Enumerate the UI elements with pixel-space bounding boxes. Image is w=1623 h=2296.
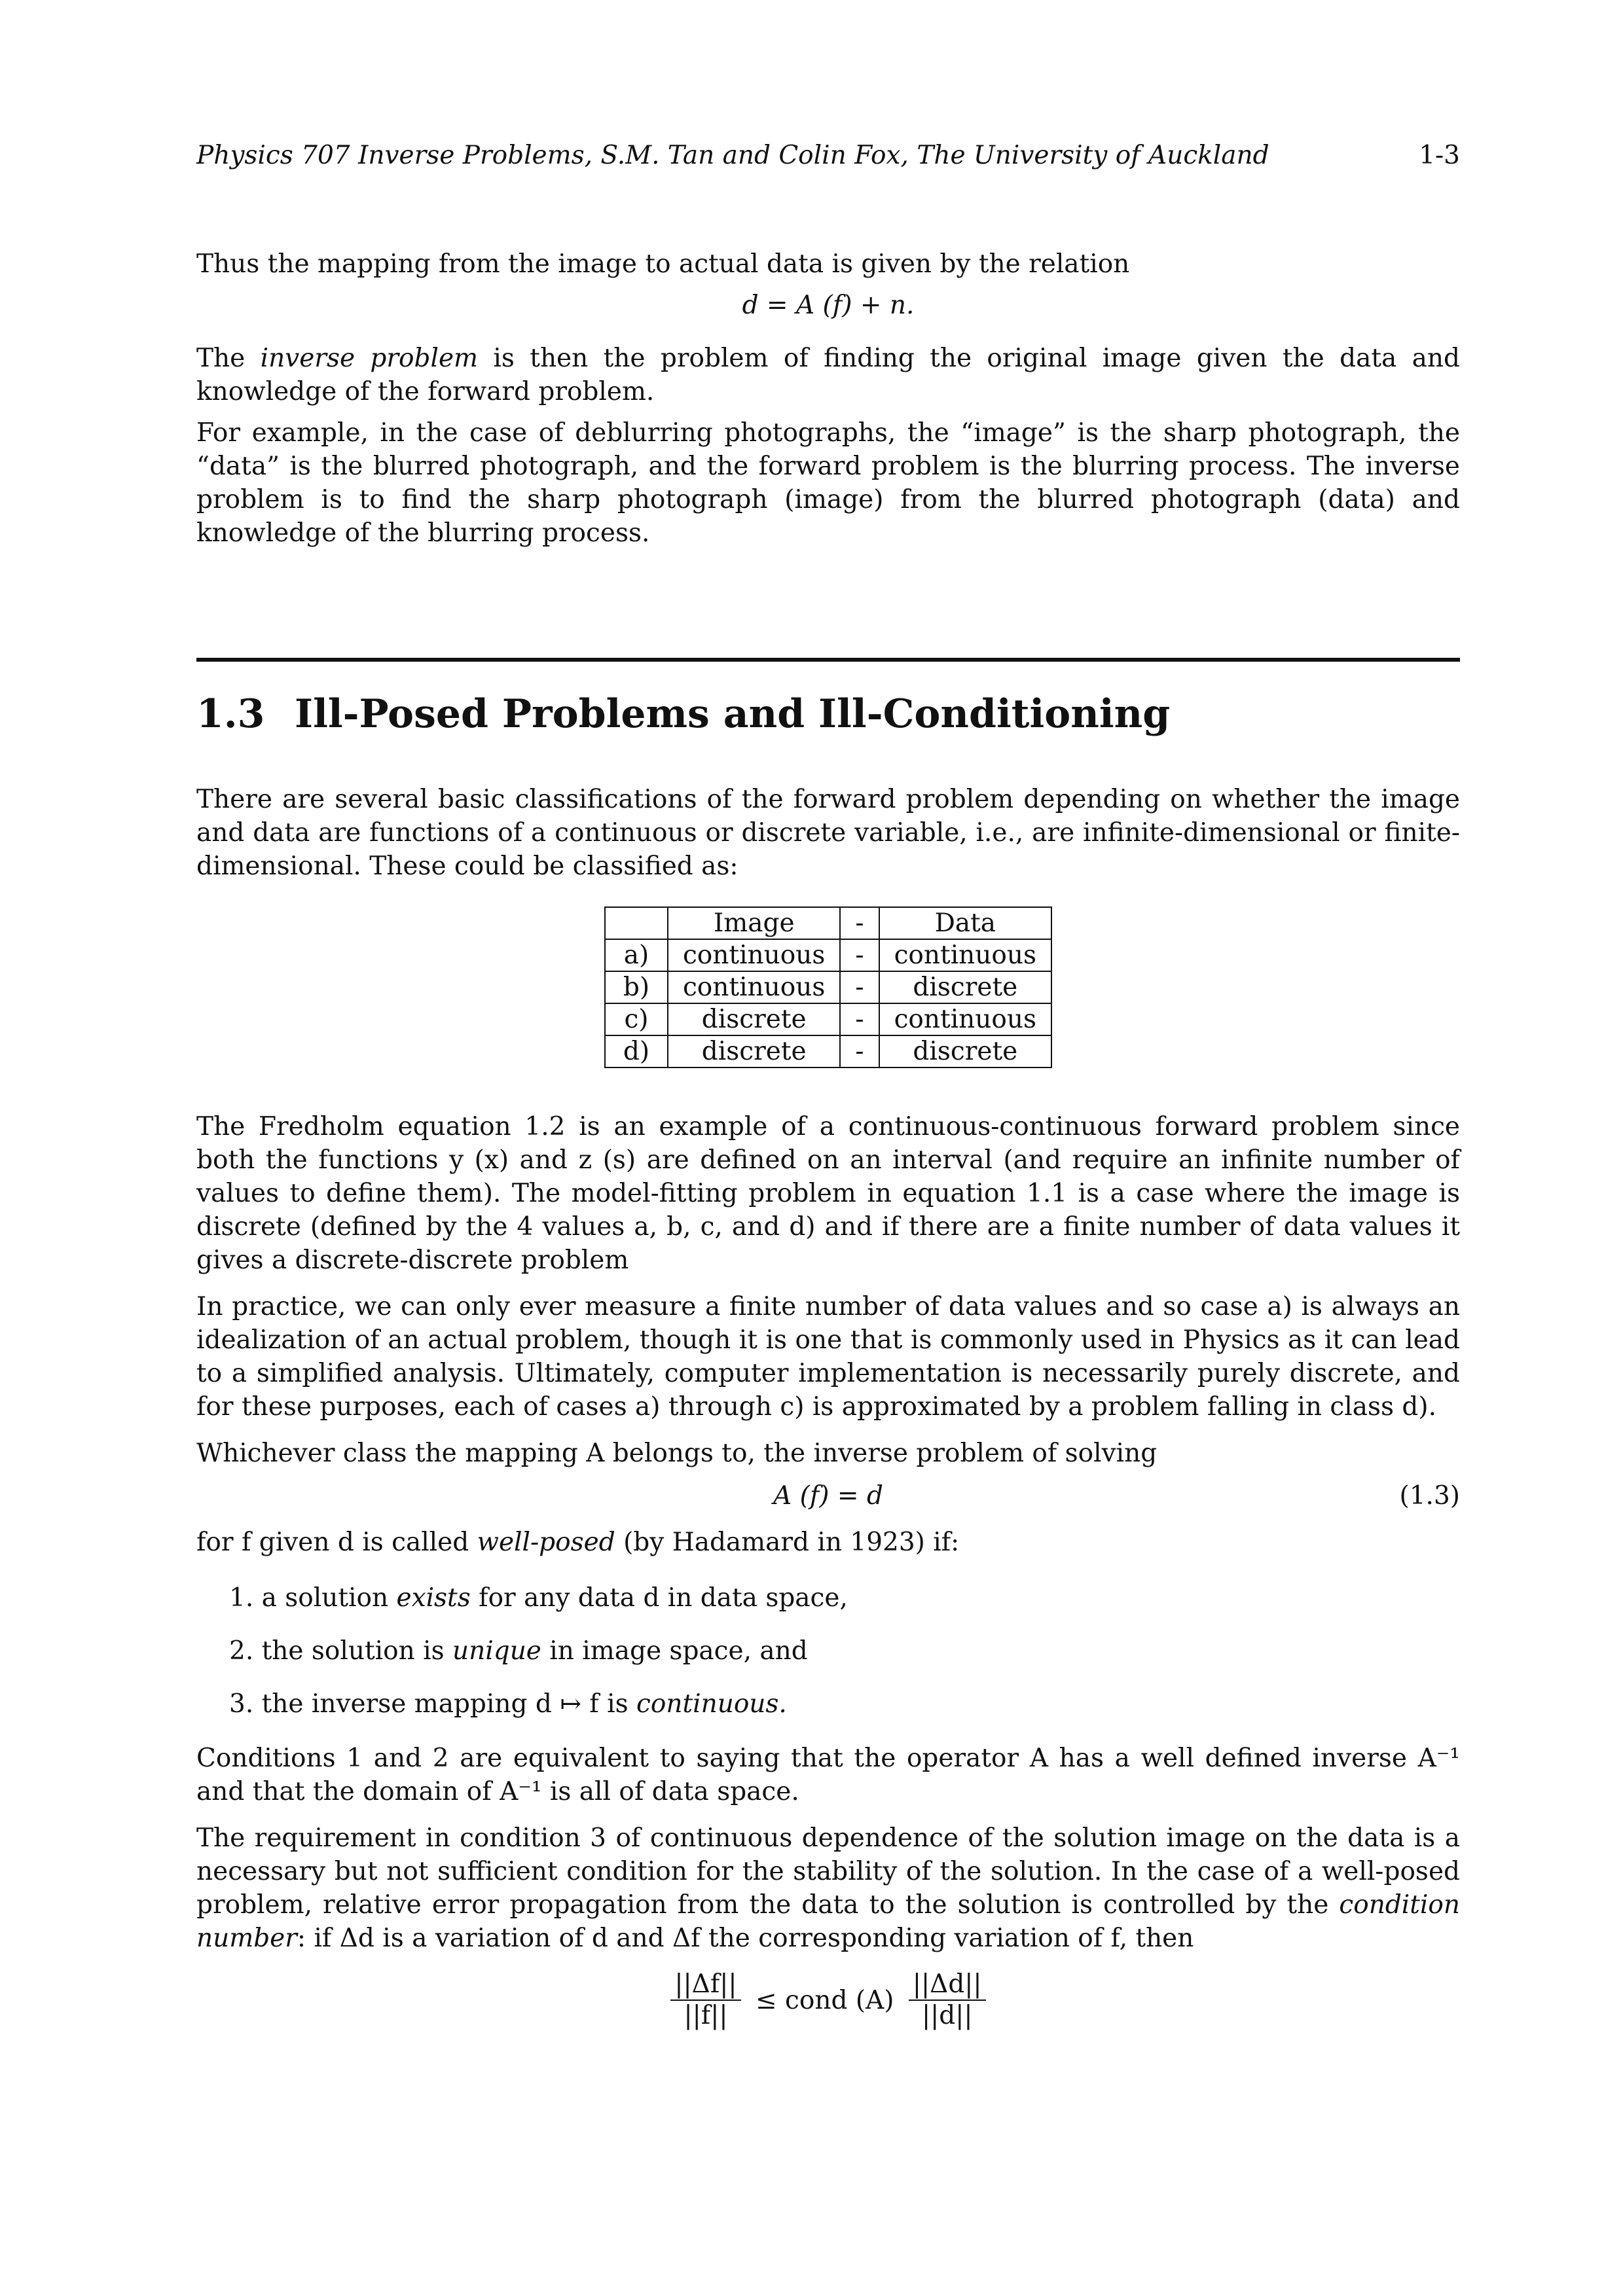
denominator: ||f||	[684, 2001, 728, 2030]
denominator: ||d||	[921, 2001, 973, 2030]
table-cell: continuous	[668, 939, 840, 971]
section-body	[196, 783, 1460, 2031]
list-item	[229, 1581, 1460, 1615]
table-cell: Data	[879, 907, 1051, 939]
table-cell: discrete	[879, 971, 1051, 1003]
paragraph: Thus the mapping from the image to actual data is given by the relation	[196, 249, 1130, 279]
table-row	[605, 971, 1051, 1003]
table-cell: discrete	[668, 1035, 840, 1067]
table-cell: continuous	[668, 971, 840, 1003]
text: for any data d in data space,	[470, 1583, 848, 1613]
table-cell: Image	[668, 907, 840, 939]
text: The requirement in condition 3 of continuous dependence of the solution image on the data is a necessary but not sufficient condition for the stability of the solution. In the case of a well-posed problem, relative error propagation from the data to the solution is controlled by the	[196, 1823, 1460, 1920]
section-rule	[196, 658, 1460, 662]
fraction-lhs	[670, 1969, 740, 2031]
text: is then the problem of finding the original image given the data and knowledge of the forward problem.	[196, 344, 1460, 406]
table-row	[605, 1035, 1051, 1067]
intro-block	[196, 247, 1460, 550]
equation-forward-model: d = A (f) + n.	[742, 291, 915, 320]
text: : if Δd is a variation of d and Δf the corresponding variation of f, then	[297, 1924, 1194, 1953]
table-cell: discrete	[879, 1035, 1051, 1067]
section-title: Ill-Posed Problems and Ill-Conditioning	[295, 691, 1171, 737]
classification-table-wrapper	[196, 906, 1460, 1068]
page-number: 1-3	[1419, 141, 1460, 170]
table-cell: -	[840, 907, 879, 939]
table-cell: -	[840, 1003, 879, 1035]
emphasis: condition number	[196, 1890, 1460, 1953]
table-cell: discrete	[668, 1003, 840, 1035]
list-number: 2.	[229, 1636, 254, 1666]
table-cell	[605, 907, 668, 939]
table-header-row	[605, 907, 1051, 939]
numerator: ||Δf||	[670, 1969, 740, 2001]
equation-1-3	[196, 1479, 1460, 1513]
paragraph-classifications: There are several basic classifications of the forward problem depending on whether the image and data are functions of a continuous or discrete variable, i.e., are infinite-dimensional or finite-dimensional. These could be classified as:	[196, 785, 1460, 881]
emphasis: inverse problem	[260, 344, 479, 373]
table-cell: d)	[605, 1035, 668, 1067]
table-cell: -	[840, 939, 879, 971]
running-header	[196, 139, 1460, 172]
table-cell: a)	[605, 939, 668, 971]
list-item	[229, 1687, 1460, 1721]
emphasis: continuous.	[636, 1689, 787, 1719]
text: (by Hadamard in 1923) if:	[615, 1528, 960, 1557]
table-cell: -	[840, 1035, 879, 1067]
text: for f given d is called	[196, 1528, 477, 1557]
paragraph-inverse-problem	[196, 342, 1460, 408]
text: the solution is	[261, 1636, 453, 1666]
emphasis: well-posed	[477, 1528, 615, 1557]
paragraph-in-practice: In practice, we can only ever measure a finite number of data values and so case a) is always an idealization of an actual problem, though it is one that is commonly used in Physics as it can lead to a simplified analysis. Ultimately, computer implementation is necessarily purely discrete, and for these purposes, each of cases a) through c) is approximated by a problem falling in class d).	[196, 1292, 1460, 1422]
paragraph-whichever: Whichever class the mapping A belongs to, the inverse problem of solving	[196, 1439, 1158, 1468]
table-cell: continuous	[879, 1003, 1051, 1035]
emphasis: unique	[452, 1636, 541, 1666]
list-number: 3.	[229, 1689, 254, 1719]
table-cell: c)	[605, 1003, 668, 1035]
table-cell: continuous	[879, 939, 1051, 971]
text: The	[196, 344, 261, 373]
section-heading-block	[196, 691, 1460, 738]
paragraph-condition-number	[196, 1821, 1460, 1955]
table-row	[605, 939, 1051, 971]
paragraph-conditions: Conditions 1 and 2 are equivalent to saying that the operator A has a well defined inverse A⁻¹ and that the domain of A⁻¹ is all of data space.	[196, 1744, 1460, 1806]
section-heading	[196, 691, 1460, 738]
inequality: ≤ cond (A)	[755, 1985, 894, 2015]
section-number: 1.3	[196, 691, 265, 737]
numerator: ||Δd||	[909, 1969, 986, 2001]
fraction-rhs	[909, 1969, 986, 2031]
text: the inverse mapping d ↦ f is	[261, 1689, 636, 1719]
paragraph-example: For example, in the case of deblurring photographs, the “image” is the sharp photograph, the “data” is the blurred photograph, and the forward problem is the blurring process. The inverse problem is to find the sharp photograph (image) from the blurred photograph (data) and knowledge of the blurring process.	[196, 418, 1460, 548]
table-cell: b)	[605, 971, 668, 1003]
text: a solution	[261, 1583, 397, 1613]
running-title: Physics 707 Inverse Problems, S.M. Tan and Colin Fox, The University of Auckland	[196, 141, 1269, 170]
table-cell: -	[840, 971, 879, 1003]
equation-number: (1.3)	[1399, 1481, 1460, 1511]
list-number: 1.	[229, 1583, 254, 1613]
equation-expression: A (f) = d	[773, 1481, 883, 1511]
paragraph-well-posed	[196, 1526, 1460, 1559]
table-row	[605, 1003, 1051, 1035]
classification-table	[604, 906, 1052, 1068]
emphasis: exists	[396, 1583, 471, 1613]
text: in image space, and	[541, 1636, 808, 1666]
paragraph-fredholm: The Fredholm equation 1.2 is an example of a continuous-continuous forward problem since both the functions y (x) and z (s) are defined on an interval (and require an infinite number of values to define them). The model-fitting problem in equation 1.1 is a case where the image is discrete (defined by the 4 values a, b, c, and d) and if there are a finite number of data values it gives a discrete-discrete problem	[196, 1112, 1460, 1275]
equation-condition-number	[196, 1969, 1460, 2031]
hadamard-conditions-list	[196, 1581, 1460, 1721]
list-item	[229, 1634, 1460, 1668]
